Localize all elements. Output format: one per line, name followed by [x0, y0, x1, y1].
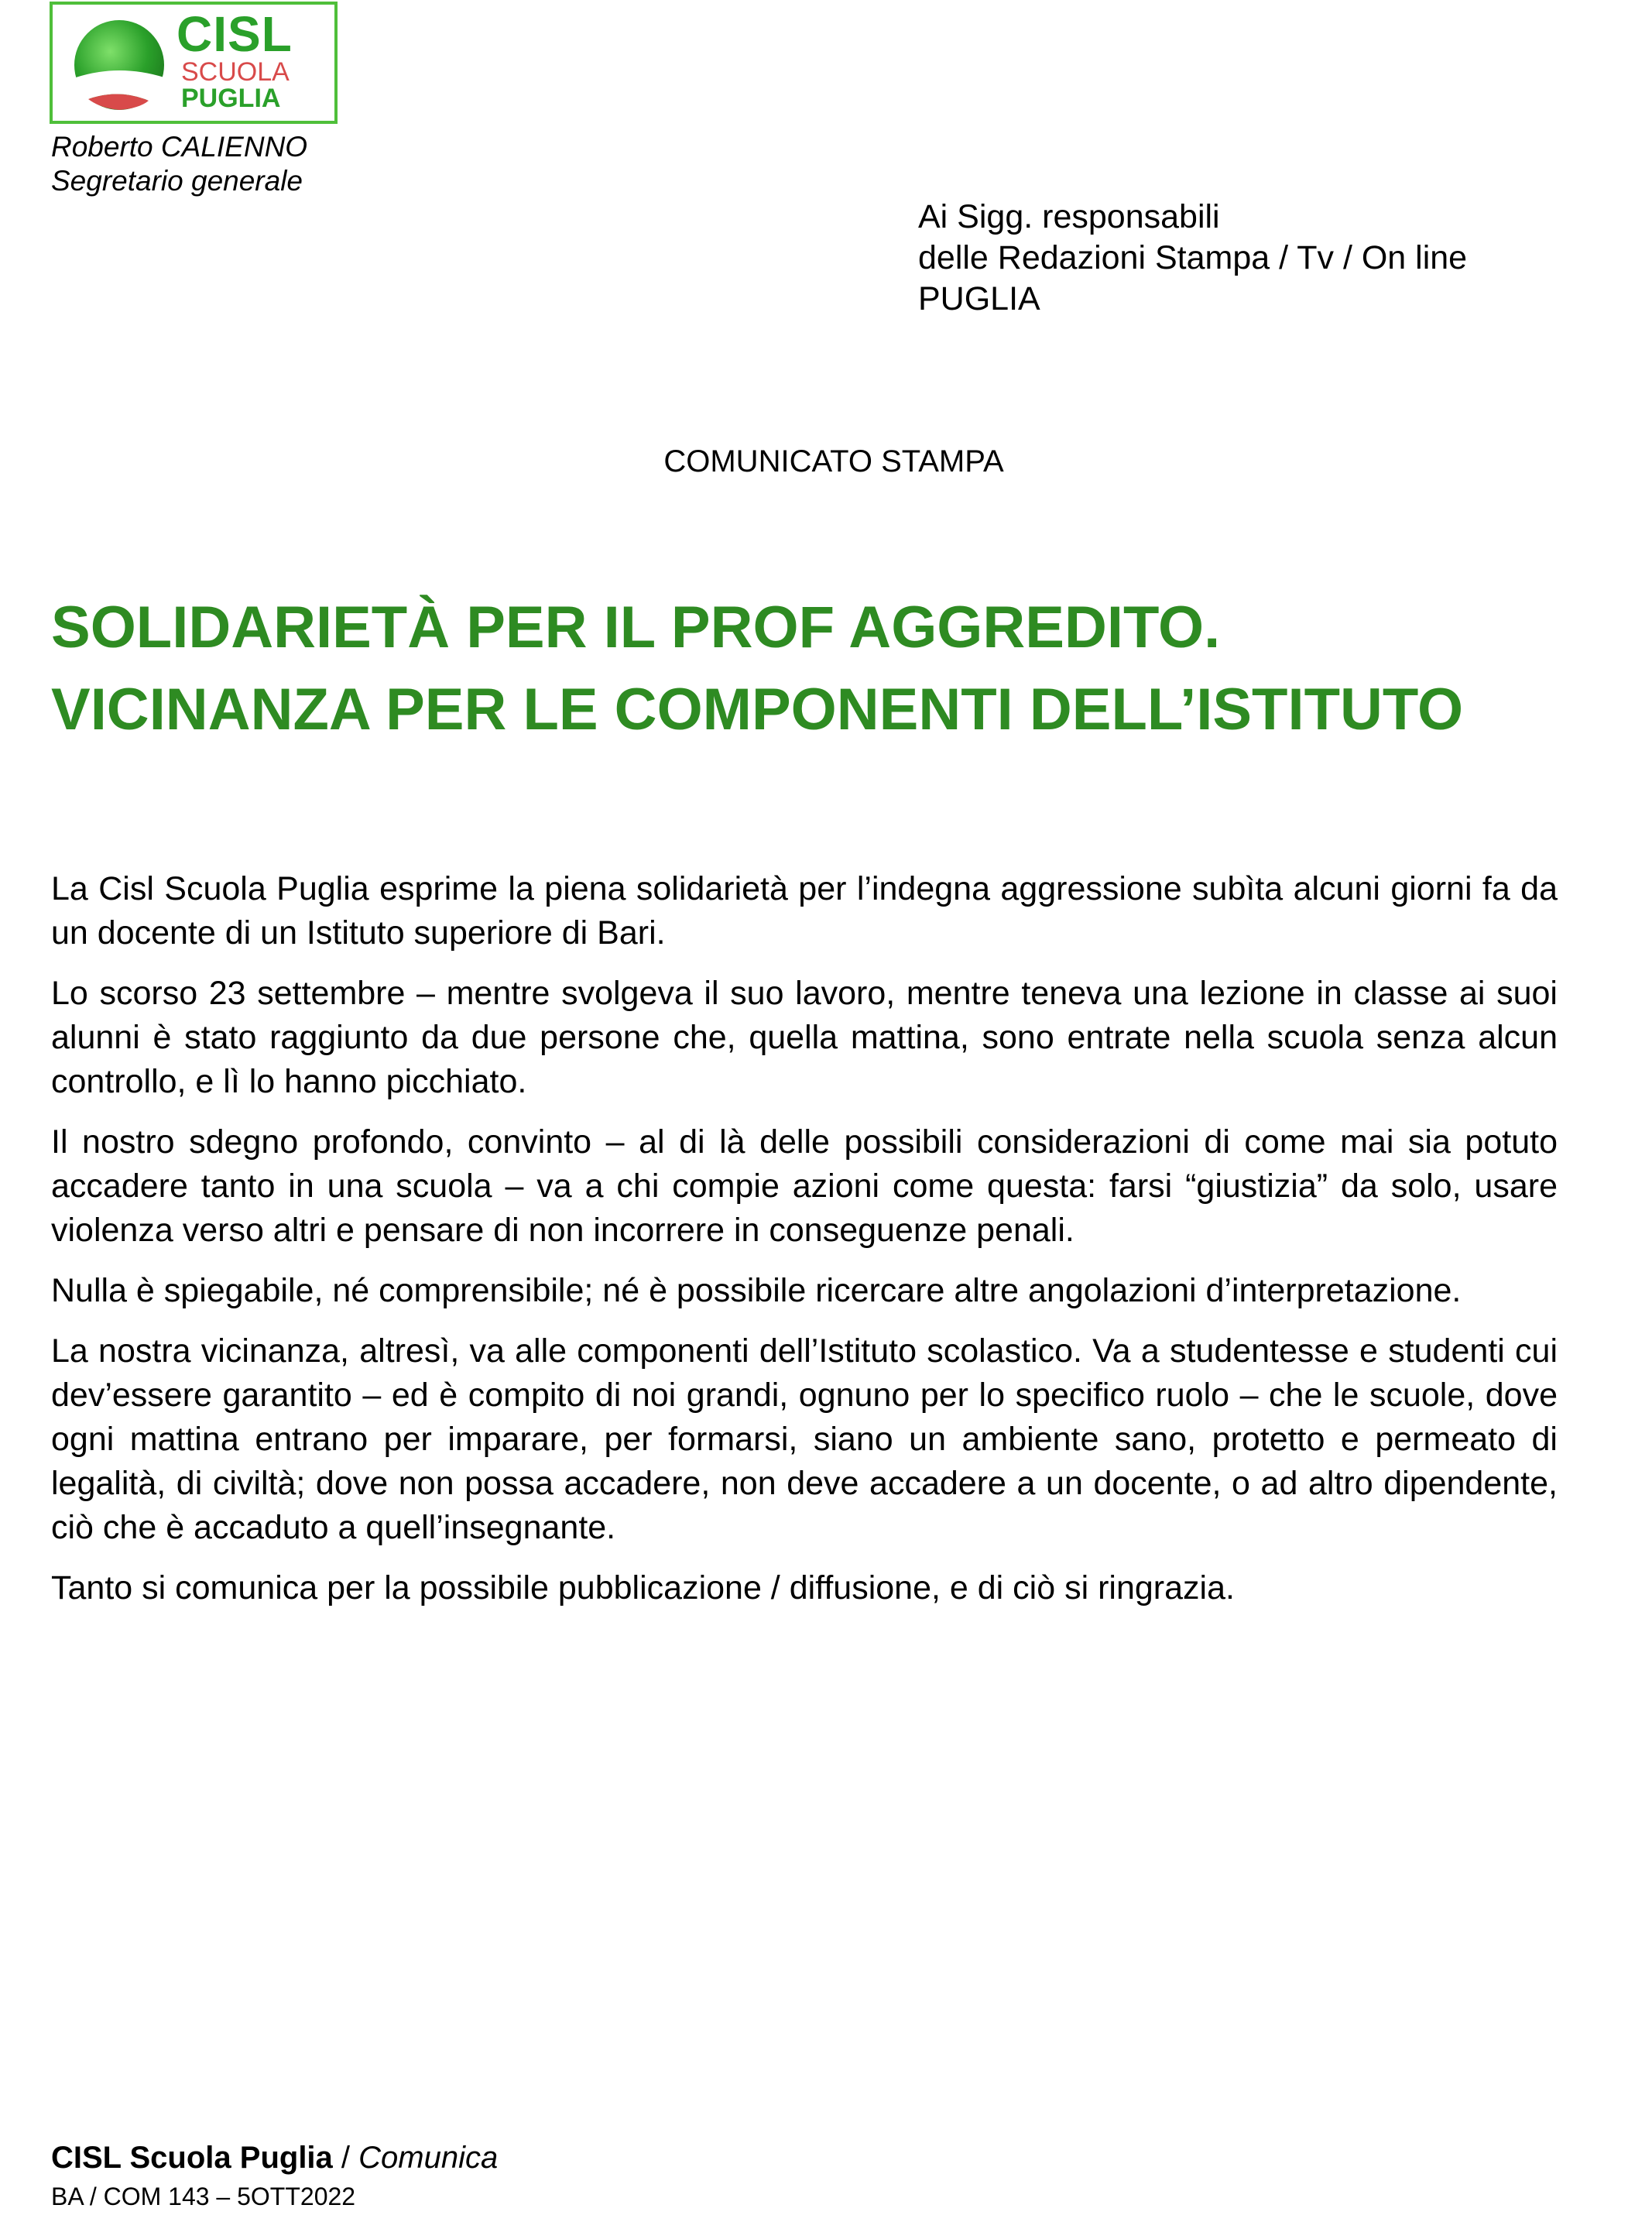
- headline: [51, 587, 1599, 751]
- body-paragraph: La nostra vicinanza, altresì, va alle componenti dell’Istituto scolastico. Va a studentesse e studenti cui dev’essere garantito – ed è compito di noi grandi, ognuno per lo specifico ruolo – che le scuole, dove ogni mattina entrano per imparare, per formarsi, siano un ambiente sano, protetto e permeato di legalità, di civiltà; dove non possa accadere, non deve accadere a un docente, o ad altro dipendente, ciò che è accaduto a quell’insegnante.: [51, 1332, 1558, 1546]
- signer-name: Roberto CALIENNO: [51, 131, 308, 163]
- recipient-block: [918, 197, 1467, 320]
- footer: [51, 2138, 498, 2213]
- footer-separator: /: [332, 2141, 359, 2175]
- footer-org: CISL Scuola Puglia: [51, 2141, 333, 2175]
- logo-brand-text: CISL: [177, 6, 293, 62]
- recipient-line: delle Redazioni Stampa / Tv / On line: [918, 239, 1468, 276]
- signer-block: [51, 130, 307, 198]
- footer-publication: Comunica: [358, 2141, 499, 2175]
- signer-role: Segretario generale: [51, 165, 303, 197]
- recipient-line: Ai Sigg. responsabili: [918, 198, 1220, 235]
- body-paragraph: Nulla è spiegabile, né comprensibile; né è possibile ricercare altre angolazioni d’interpretazione.: [51, 1272, 1462, 1309]
- document-type-label: COMUNICATO STAMPA: [663, 444, 1004, 478]
- headline-line-1: SOLIDARIETÀ PER IL PROF AGGREDITO.: [51, 595, 1221, 660]
- body-paragraph: Il nostro sdegno profondo, convinto – al di là delle possibili considerazioni di come mai sia potuto accadere tanto in una scuola – va a chi compie azioni come questa: farsi “giustizia” da solo, usare violenza verso altri e pensare di non incorrere in conseguenze penali.: [51, 1123, 1558, 1249]
- recipient-line: PUGLIA: [918, 280, 1040, 317]
- body-paragraph: La Cisl Scuola Puglia esprime la piena solidarietà per l’indegna aggressione subìta alcuni giorni fa da un docente di un Istituto superiore di Bari.: [51, 870, 1558, 952]
- logo-scuola-text: SCUOLA: [181, 57, 290, 87]
- cisl-logo: [50, 2, 338, 124]
- footer-reference: BA / COM 143 – 5OTT2022: [51, 2183, 356, 2210]
- globe-logo-icon: [68, 17, 173, 113]
- body-paragraph: Lo scorso 23 settembre – mentre svolgeva il suo lavoro, mentre teneva una lezione in classe ai suoi alunni è stato raggiunto da due persone che, quella mattina, sono entrate nella scuola senza alcun controllo, e lì lo hanno picchiato.: [51, 975, 1558, 1100]
- logo-puglia-text: PUGLIA: [181, 84, 281, 113]
- footer-publication-line: [51, 2138, 498, 2177]
- headline-line-2: VICINANZA PER LE COMPONENTI DELL’ISTITUTO: [51, 677, 1464, 742]
- body-paragraph: Tanto si comunica per la possibile pubblicazione / diffusione, e di ciò si ringrazia.: [51, 1569, 1235, 1606]
- press-release-body: [51, 867, 1558, 1627]
